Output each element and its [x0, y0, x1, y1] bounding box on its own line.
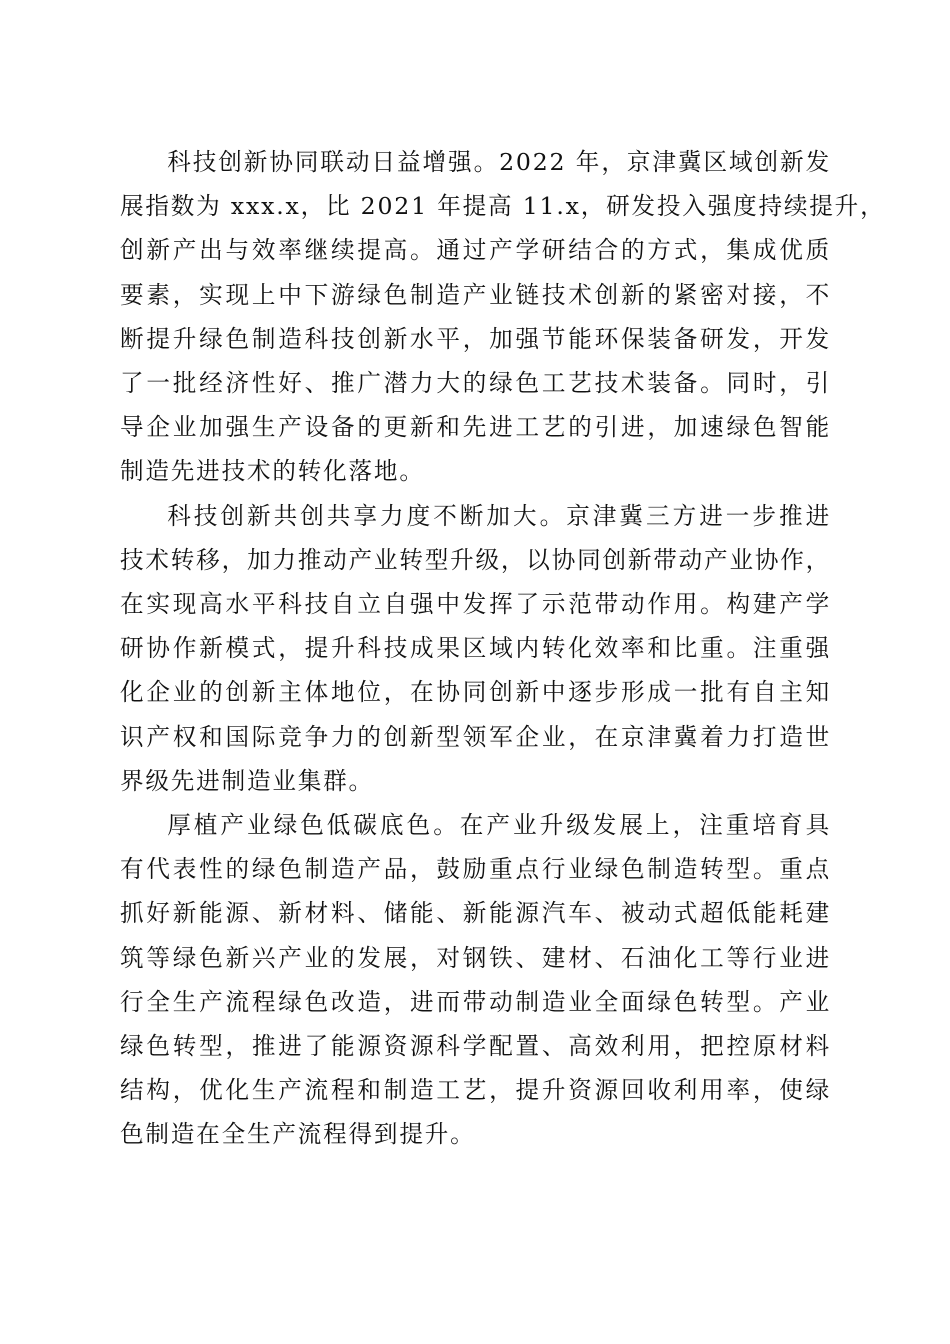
text-line: 绿色转型，推进了能源资源科学配置、高效利用，把控原材料: [120, 1032, 831, 1061]
paragraph-tech-innovation-coordination: [120, 140, 886, 494]
text-line: 研协作新模式，提升科技成果区域内转化效率和比重。注重强: [120, 634, 831, 663]
text-line: 行全生产流程绿色改造，进而带动制造业全面绿色转型。产业: [120, 987, 831, 1016]
text-line: 厚植产业绿色低碳底色。在产业升级发展上，注重培育具: [167, 811, 831, 840]
text-line: 色制造在全生产流程得到提升。: [120, 1120, 476, 1149]
text-line: 了一批经济性好、推广潜力大的绿色工艺技术装备。同时，引: [120, 369, 831, 398]
text-line: 筑等绿色新兴产业的发展，对钢铁、建材、石油化工等行业进: [120, 943, 831, 972]
text-line: 抓好新能源、新材料、储能、新能源汽车、被动式超低能耗建: [120, 899, 831, 928]
paragraph-green-low-carbon: [120, 803, 831, 1157]
text-line: 导企业加强生产设备的更新和先进工艺的引进，加速绿色智能: [120, 413, 831, 442]
text-line: 识产权和国际竞争力的创新型领军企业，在京津冀着力打造世: [120, 722, 831, 751]
text-line: 科技创新协同联动日益增强。2022 年，京津冀区域创新发: [167, 148, 831, 176]
text-line: 化企业的创新主体地位，在协同创新中逐步形成一批有自主知: [120, 678, 831, 707]
document-body: [120, 140, 886, 1157]
text-line: 界级先进制造业集群。: [120, 766, 374, 795]
text-line: 制造先进技术的转化落地。: [120, 457, 425, 486]
paragraph-tech-innovation-sharing: [120, 494, 831, 803]
text-line: 科技创新共创共享力度不断加大。京津冀三方进一步推进: [167, 501, 831, 530]
text-line: 断提升绿色制造科技创新水平，加强节能环保装备研发，开发: [120, 324, 831, 353]
text-line: 结构，优化生产流程和制造工艺，提升资源回收利用率，使绿: [120, 1076, 831, 1105]
text-line: 技术转移，加力推动产业转型升级，以协同创新带动产业协作，: [120, 545, 832, 574]
text-line: 在实现高水平科技自立自强中发挥了示范带动作用。构建产学: [120, 590, 831, 619]
text-line: 要素，实现上中下游绿色制造产业链技术创新的紧密对接，不: [120, 280, 831, 309]
text-line: 有代表性的绿色制造产品，鼓励重点行业绿色制造转型。重点: [120, 855, 831, 884]
text-line: 创新产出与效率继续提高。通过产学研结合的方式，集成优质: [120, 236, 831, 265]
text-line: 展指数为 xxx.x，比 2021 年提高 11.x，研发投入强度持续提升，: [120, 192, 886, 221]
